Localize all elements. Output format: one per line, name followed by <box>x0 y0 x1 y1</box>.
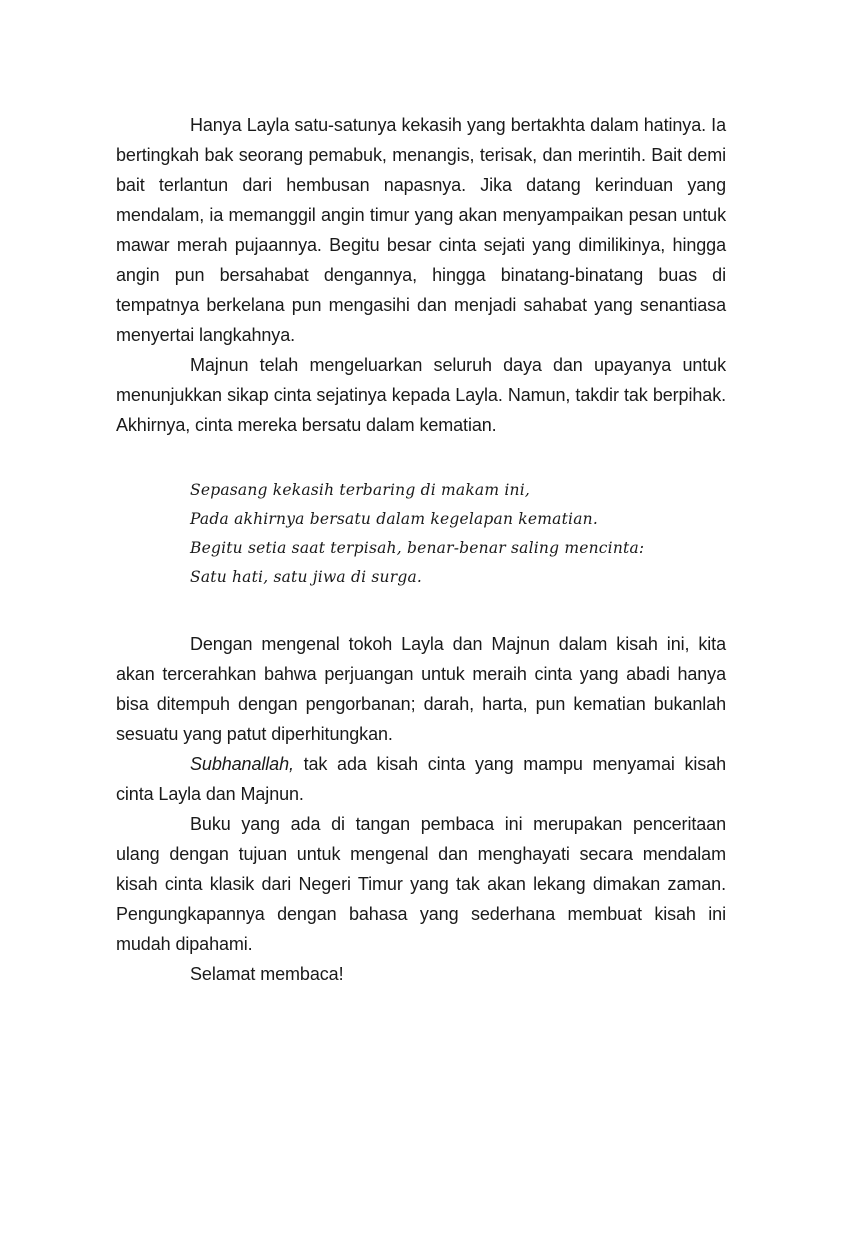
paragraph-layla-heart: Hanya Layla satu-satunya kekasih yang bertakhta dalam hatinya. Ia bertingkah bak seorang pemabuk, menangis, terisak, dan merintih. Bait demi bait terlantun dari hembusan napasnya. Jika datang kerinduan yang mendalam, ia memanggil angin timur yang akan menyampaikan pesan untuk mawar merah pujaannya. Begitu besar cinta sejati yang dimilikinya, hingga angin pun bersahabat dengannya, hingga binatang-binatang buas di tempatnya berkelana pun mengasihi dan menjadi sahabat yang senantiasa menyertai langkahnya. <box>116 115 726 345</box>
poem-line: Sepasang kekasih terbaring di makam ini, <box>190 481 531 499</box>
paragraph-book-description: Buku yang ada di tangan pembaca ini merupakan penceritaan ulang dengan tujuan untuk mengenal dan menghayati secara mendalam kisah cinta klasik dari Negeri Timur yang tak akan lekang dimakan zaman. Pengungkapannya dengan bahasa yang sederhana membuat kisah ini mudah dipahami. <box>116 814 726 954</box>
closing-line: Selamat membaca! <box>190 964 344 984</box>
document-page <box>116 110 726 989</box>
poem-block <box>190 476 726 592</box>
paragraph-subhanallah <box>116 749 726 809</box>
paragraph-sacrifice: Dengan mengenal tokoh Layla dan Majnun dalam kisah ini, kita akan tercerahkan bahwa perjuangan untuk meraih cinta yang abadi hanya bisa ditempuh dengan pengorbanan; darah, harta, pun kematian bukanlah sesuatu yang patut diperhitungkan. <box>116 634 726 744</box>
poem-line: Pada akhirnya bersatu dalam kegelapan kematian. <box>190 510 598 528</box>
subhanallah-emphasis: Subhanallah, <box>190 754 294 774</box>
poem-line: Begitu setia saat terpisah, benar-benar saling mencinta: <box>190 539 645 557</box>
poem-line: Satu hati, satu jiwa di surga. <box>190 568 423 586</box>
subhanallah-rest: tak ada kisah cinta yang mampu menyamai kisah cinta Layla dan Majnun. <box>116 754 726 804</box>
paragraph-majnun-effort: Majnun telah mengeluarkan seluruh daya dan upayanya untuk menunjukkan sikap cinta sejatinya kepada Layla. Namun, takdir tak berpihak. Akhirnya, cinta mereka bersatu dalam kematian. <box>116 355 726 435</box>
